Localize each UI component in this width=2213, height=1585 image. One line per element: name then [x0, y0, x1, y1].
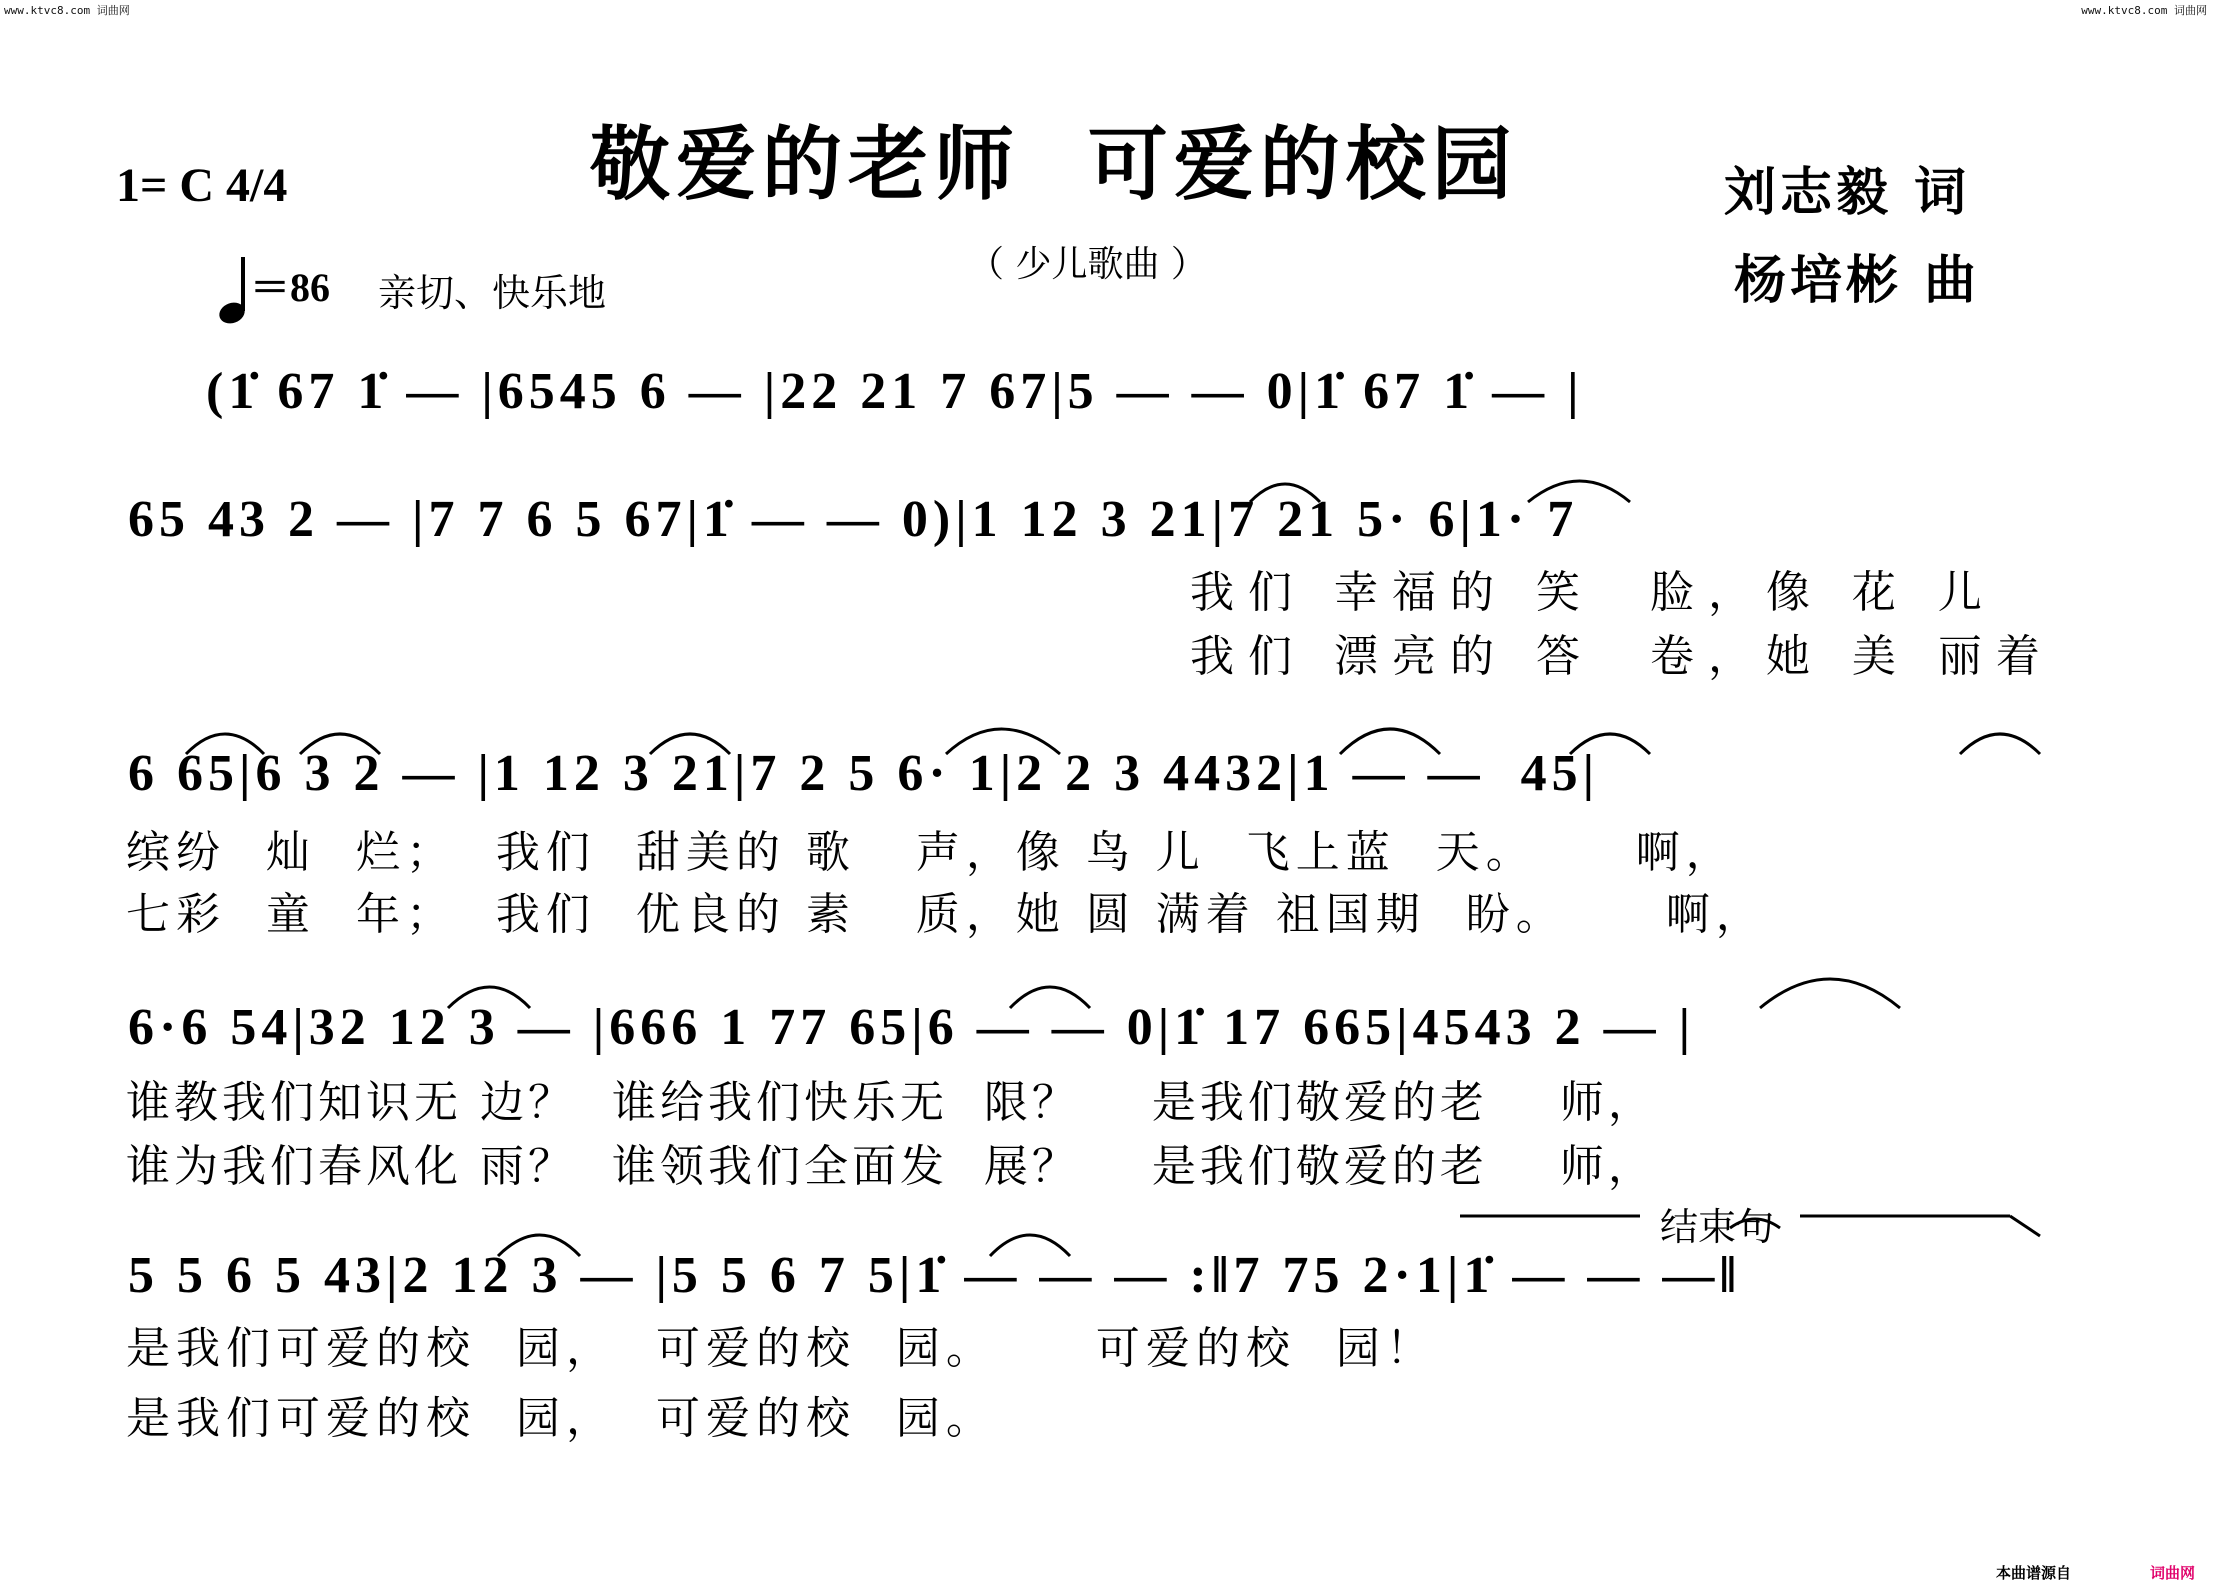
slur: [1760, 979, 1900, 1008]
slur: [498, 1235, 580, 1256]
tempo-marking: ＝86: [250, 265, 330, 310]
tempo-expression: 亲切、快乐地: [378, 271, 607, 315]
slur: [448, 987, 530, 1008]
lyric-line-4-verse-1: 谁教我们知识无 边？ 谁给我们快乐无 限？ 是我们敬爱的老 师，: [126, 1077, 1656, 1128]
watermark-right: www.ktvc8.com 词曲网: [2081, 4, 2207, 17]
watermark-left: www.ktvc8.com 词曲网: [4, 4, 130, 17]
slur: [1960, 734, 2040, 754]
slur: [1570, 734, 1650, 754]
lyric-line-2-verse-2: 我们 漂亮的 答 卷，她 美 丽着: [1190, 631, 2054, 682]
lyric-line-2-verse-1: 我们 幸福的 笑 脸，像 花 儿: [1190, 567, 1996, 618]
slur: [946, 729, 1060, 754]
slur: [186, 734, 264, 754]
coda-label: 结束句: [1660, 1205, 1775, 1249]
lyric-line-3-verse-1: 缤纷 灿 烂； 我们 甜美的 歌 声，像 鸟 儿 飞上蓝 天。 啊，: [126, 827, 1736, 878]
footer-source: 本曲谱源自: [1996, 1564, 2072, 1582]
lyric-line-5-verse-2: 是我们可爱的校 园， 可爱的校 园。: [126, 1393, 996, 1444]
key-signature: 1= C 4/4: [116, 159, 288, 212]
slur: [300, 734, 380, 754]
lyricist-credit: 刘志毅 词: [1724, 162, 1971, 223]
lyric-line-5-verse-1: 是我们可爱的校 园， 可爱的校 园。 可爱的校 园！: [126, 1323, 1436, 1374]
footer-site-link[interactable]: 词曲网: [2150, 1564, 2196, 1582]
score-line-3: 6 65|6 3 2 — |1 12 3 21|7 2 5 6· 1|2 2 3 4432|1 — — 45|: [128, 745, 1600, 802]
coda-line: [2010, 1216, 2040, 1236]
slur: [1730, 1219, 1780, 1228]
score-line-2: 65 43 2 — |7 7 6 5 67|1̇ — — 0)|1 12 3 21|7 21 5· 6|1· 7: [128, 491, 1579, 548]
slur: [1528, 481, 1630, 502]
song-subtitle: （ 少儿歌曲 ）: [968, 244, 1207, 285]
lyric-line-4-verse-2: 谁为我们春风化 雨？ 谁领我们全面发 展？ 是我们敬爱的老 师，: [126, 1141, 1656, 1192]
score-line-4: 6·6 54|32 12 3 — |666 1 77 65|6 — — 0|1̇ 17 665|4543 2 — |: [128, 999, 1696, 1056]
slur: [1010, 987, 1090, 1008]
composer-credit: 杨培彬 曲: [1734, 250, 1981, 311]
lyric-line-3-verse-2: 七彩 童 年； 我们 优良的 素 质，她 圆 满着 祖国期 盼。 啊，: [126, 889, 1766, 940]
slur: [990, 1235, 1070, 1256]
slur: [650, 734, 730, 754]
slur: [1250, 484, 1320, 502]
slur: [1340, 729, 1440, 754]
score-line-5: 5 5 6 5 43|2 12 3 — |5 5 6 7 5|1̇ — — — :‖7 75 2·1|1̇ — — —‖: [128, 1247, 1742, 1304]
score-line-1: (1̇ 67 1̇ — |6545 6 — |22 21 7 67|5 — — 0|1̇ 67 1̇ — |: [206, 363, 1584, 420]
song-title: 敬爱的老师 可爱的校园: [590, 117, 1518, 211]
